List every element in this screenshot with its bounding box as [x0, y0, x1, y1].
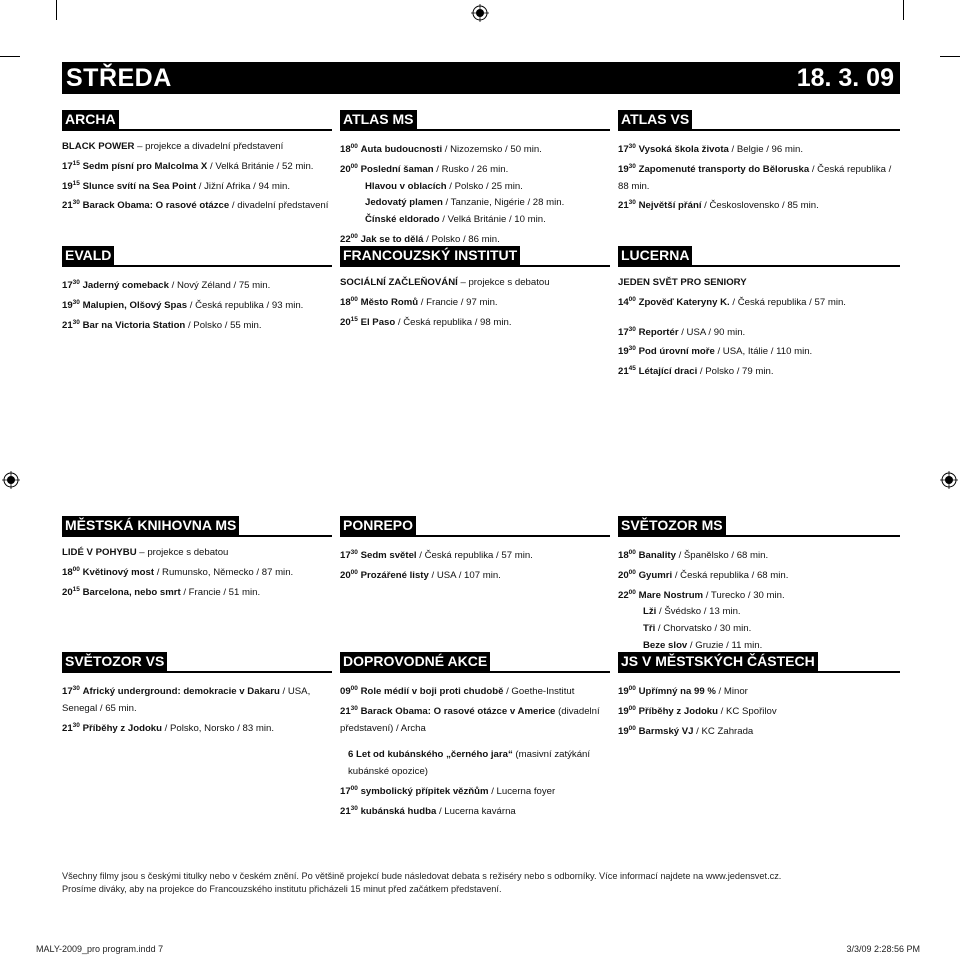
time-minute: 00 — [350, 295, 358, 303]
venue-heading — [340, 110, 610, 131]
venue-title: ATLAS MS — [340, 110, 417, 129]
film-title: Vysoká škola života — [638, 144, 729, 155]
time-minute: 30 — [72, 279, 80, 286]
screening-time — [618, 550, 636, 561]
film-title: Lži — [643, 606, 657, 618]
time-minute: 15 — [72, 585, 80, 593]
screening-time — [618, 570, 636, 581]
screening-time — [618, 346, 636, 357]
film-details: / divadelní představení — [229, 200, 329, 212]
film-details: / Gruzie / 11 min. — [687, 639, 763, 651]
film-details: / Francie / 51 min. — [180, 586, 261, 598]
film-title: LIDÉ V POHYBU — [62, 547, 137, 558]
screening-time — [340, 144, 358, 155]
screening-time — [340, 570, 358, 581]
screening-time — [618, 327, 636, 338]
program-item — [340, 747, 610, 781]
film-title: Bar na Victoria Station — [82, 319, 186, 331]
film-details: / Polsko / 79 min. — [697, 366, 774, 378]
time-hour: 14 — [618, 296, 629, 308]
time-minute: 45 — [628, 365, 636, 373]
screening-time — [340, 786, 358, 797]
time-minute: 30 — [72, 199, 80, 207]
film-title: Sedm písní pro Malcolma X — [82, 160, 208, 172]
time-minute: 30 — [72, 721, 80, 729]
screening-time — [62, 686, 80, 697]
venue-heading — [62, 246, 332, 267]
film-title: Květinový most — [82, 566, 155, 578]
registration-mark-left — [2, 471, 20, 489]
program-item — [618, 275, 900, 292]
program-item — [62, 156, 332, 176]
venue-title: EVALD — [62, 246, 114, 265]
time-minute: 30 — [628, 199, 636, 207]
film-details: / Rumunsko, Německo / 87 min. — [154, 566, 294, 578]
time-hour: 19 — [62, 180, 73, 192]
film-details: (masivní zatýkání kubánské opozice) — [348, 749, 591, 778]
film-title: Největší přání — [638, 200, 702, 212]
print-slug-timestamp: 3/3/09 2:28:56 PM — [846, 944, 920, 954]
film-title: Prozářené listy — [360, 569, 429, 581]
venue-block-ponrepo — [340, 516, 610, 585]
time-minute: 15 — [350, 315, 358, 323]
time-minute: 30 — [72, 318, 80, 326]
screening-time — [62, 587, 80, 598]
film-details: / Česká republika / 93 min. — [187, 299, 304, 311]
film-details: / Goethe-Institut — [503, 686, 575, 697]
time-hour: 17 — [340, 785, 351, 797]
time-minute: 30 — [72, 298, 80, 306]
venue-block-svetozor-ms — [618, 516, 900, 655]
program-item — [340, 212, 610, 229]
film-title: BLACK POWER — [62, 141, 135, 152]
program-item — [340, 801, 610, 821]
screening-time — [618, 200, 636, 211]
film-title: Čínské eldorado — [365, 214, 440, 226]
time-hour: 17 — [62, 280, 73, 291]
film-title: Role médií v boji proti chudobě — [360, 686, 504, 697]
film-title: Malupien, Olšový Spas — [82, 299, 188, 311]
film-title: Beze slov — [643, 639, 688, 651]
film-details: / Tanzanie, Nigérie / 28 min. — [442, 197, 565, 209]
footnote — [62, 870, 781, 895]
time-hour: 20 — [340, 569, 351, 581]
film-title: Barack Obama: O rasové otázce v Americe — [360, 705, 556, 717]
venue-title: LUCERNA — [618, 246, 692, 265]
print-slug-file: MALY-2009_pro program.indd 7 — [36, 944, 164, 954]
venue-title: ATLAS VS — [618, 110, 692, 129]
film-details: / Česká republika / 88 min. — [618, 163, 892, 192]
program-item — [62, 176, 332, 196]
program-item — [618, 681, 900, 701]
footnote-line-1: Všechny filmy jsou s českými titulky nebo v českém znění. Po většině projekcí bude následovat debata s režiséry nebo s odborníky. Více informací najdete na www.jedensvet.cz. — [62, 871, 782, 881]
time-minute: 00 — [628, 295, 636, 303]
venue-title: FRANCOUZSKÝ INSTITUT — [340, 246, 520, 265]
film-details: / Turecko / 30 min. — [703, 589, 785, 601]
program-item — [618, 361, 900, 381]
film-title: Banality — [638, 550, 676, 561]
time-hour: 21 — [618, 366, 629, 378]
screening-time — [340, 686, 358, 697]
film-title: Příběhy z Jodoku — [638, 705, 719, 717]
program-item — [62, 315, 332, 335]
time-hour: 18 — [340, 296, 351, 308]
film-details: / Česká republika / 68 min. — [672, 569, 789, 581]
program-item — [62, 562, 332, 582]
venue-heading — [340, 246, 610, 267]
film-details: projekce s debatou — [147, 547, 229, 558]
film-details: / Polsko / 55 min. — [185, 319, 262, 331]
film-title: Auta budoucnosti — [360, 144, 443, 155]
time-hour: 21 — [62, 722, 73, 734]
time-hour: 18 — [62, 566, 73, 578]
program-item — [62, 275, 332, 295]
program-item — [62, 195, 332, 215]
time-hour: 20 — [62, 586, 73, 598]
screening-time — [62, 320, 80, 331]
screening-time — [62, 567, 80, 578]
film-details: / Velká Británie / 10 min. — [439, 214, 546, 226]
time-minute: 00 — [350, 232, 358, 240]
venue-block-archa — [62, 110, 332, 215]
screening-time — [340, 234, 358, 245]
venue-heading — [618, 652, 900, 673]
film-title: Létající draci — [638, 366, 698, 378]
film-title: Tři — [643, 623, 656, 635]
time-hour: 17 — [62, 160, 73, 172]
time-hour: 19 — [618, 705, 629, 717]
screening-time — [340, 706, 358, 717]
film-title: Jedovatý plamen — [365, 197, 443, 209]
venue-block-atlas-ms — [340, 110, 610, 249]
time-minute: 00 — [628, 568, 636, 576]
film-details: / Česká republika / 98 min. — [395, 316, 512, 328]
venue-block-js-v-mestskych-castech — [618, 652, 900, 740]
film-title: Barcelona, nebo smrt — [82, 586, 181, 598]
film-details: / USA, Itálie / 110 min. — [714, 346, 813, 358]
time-minute: 30 — [72, 685, 80, 692]
time-hour: 17 — [340, 550, 351, 561]
program-item — [618, 159, 900, 196]
program-item — [618, 701, 900, 721]
film-details: (divadelní představení) / Archa — [340, 705, 600, 734]
time-minute: 30 — [628, 143, 636, 150]
venue-heading — [62, 652, 332, 673]
program-item — [618, 565, 900, 585]
venue-block-svetozor-vs — [62, 652, 332, 737]
program-item — [340, 545, 610, 565]
program-item — [618, 195, 900, 215]
separator: – — [134, 141, 146, 152]
day-header — [62, 62, 900, 94]
film-details: / Francie / 97 min. — [418, 296, 498, 308]
program-item — [340, 179, 610, 196]
film-details: / Lucerna kavárna — [436, 805, 516, 817]
time-hour: 20 — [340, 316, 351, 328]
venue-block-doprovodne-akce — [340, 652, 610, 821]
crop-mark — [56, 0, 57, 20]
time-minute: 00 — [350, 685, 358, 692]
program-item — [340, 159, 610, 179]
venue-block-lucerna — [618, 246, 900, 381]
time-hour: 21 — [618, 200, 629, 212]
film-title: Jaderný comeback — [82, 280, 169, 291]
screening-time — [340, 164, 358, 175]
crop-mark — [903, 0, 904, 20]
venue-heading — [340, 652, 610, 673]
time-hour: 21 — [340, 705, 351, 717]
time-hour: 09 — [340, 686, 351, 697]
program-item — [62, 295, 332, 315]
time-minute: 00 — [72, 565, 80, 573]
film-title: Africký underground: demokracie v Dakaru — [82, 686, 280, 697]
screening-time — [62, 723, 80, 734]
time-minute: 30 — [350, 804, 358, 812]
program-item — [618, 721, 900, 741]
program-item — [340, 565, 610, 585]
venue-title: MĚSTSKÁ KNIHOVNA MS — [62, 516, 239, 535]
program-item — [340, 139, 610, 159]
registration-mark-top — [471, 4, 489, 22]
film-title: Reportér — [638, 326, 679, 338]
film-details: / Jižní Afrika / 94 min. — [196, 180, 290, 192]
screening-time — [340, 297, 358, 308]
film-details: / Česká republika / 57 min. — [416, 550, 533, 561]
screening-time — [62, 280, 80, 291]
time-hour: 17 — [618, 326, 629, 338]
time-minute: 00 — [628, 588, 636, 596]
time-minute: 00 — [350, 568, 358, 576]
time-hour: 19 — [618, 346, 629, 358]
time-minute: 30 — [628, 325, 636, 333]
venue-heading — [618, 516, 900, 537]
program-item — [340, 292, 610, 312]
film-details: / Chorvatsko / 30 min. — [655, 623, 752, 635]
film-title: Jak se to dělá — [360, 233, 424, 245]
crop-mark — [940, 56, 960, 57]
film-title: Zpověď Kateryny K. — [638, 296, 730, 308]
film-details: / Švédsko / 13 min. — [656, 606, 741, 618]
venue-heading — [62, 110, 332, 131]
film-title: SOCIÁLNÍ ZAČLEŇOVÁNÍ — [340, 277, 458, 288]
film-details: projekce a divadelní představení — [145, 141, 284, 152]
time-minute: 00 — [350, 162, 358, 170]
time-hour: 21 — [340, 805, 351, 817]
screening-time — [62, 181, 80, 192]
film-details: / Lucerna foyer — [488, 785, 556, 797]
spacer — [618, 312, 900, 322]
film-title: 6 Let od kubánského „černého jara“ — [348, 749, 513, 761]
time-minute: 00 — [628, 685, 636, 692]
time-hour: 19 — [62, 299, 73, 311]
film-title: Hlavou v oblacích — [365, 180, 447, 192]
program-item — [340, 312, 610, 332]
day-title: STŘEDA — [66, 64, 172, 92]
program-item — [618, 341, 900, 361]
venue-block-francouzsky-institut — [340, 246, 610, 331]
time-minute: 00 — [628, 549, 636, 556]
film-details: / USA / 107 min. — [428, 569, 501, 581]
time-hour: 19 — [618, 725, 629, 737]
screening-time — [340, 550, 358, 561]
venue-title: JS V MĚSTSKÝCH ČÁSTECH — [618, 652, 818, 671]
spacer — [340, 737, 610, 747]
time-minute: 30 — [350, 704, 358, 712]
film-details: / Nový Zéland / 75 min. — [168, 280, 271, 291]
screening-time — [62, 200, 80, 211]
venue-heading — [618, 110, 900, 131]
separator: – — [136, 547, 148, 558]
film-title: symbolický přípitek vězňům — [360, 785, 489, 797]
time-hour: 21 — [62, 200, 73, 212]
program-item — [618, 292, 900, 312]
film-title: Poslední šaman — [360, 163, 434, 175]
film-details: / Minor — [715, 686, 748, 697]
screening-time — [618, 706, 636, 717]
screening-time — [618, 686, 636, 697]
time-minute: 30 — [628, 345, 636, 353]
time-hour: 22 — [340, 233, 351, 245]
program-item — [618, 322, 900, 342]
film-details: / Československo / 85 min. — [701, 200, 819, 212]
screening-time — [618, 164, 636, 175]
film-details: / Velká Británie / 52 min. — [207, 160, 314, 172]
crop-mark — [0, 56, 20, 57]
time-hour: 22 — [618, 589, 629, 601]
screening-time — [340, 806, 358, 817]
venue-title: SVĚTOZOR VS — [62, 652, 167, 671]
screening-time — [340, 317, 358, 328]
time-hour: 18 — [618, 550, 629, 561]
film-title: Upřímný na 99 % — [638, 686, 716, 697]
venue-heading — [62, 516, 332, 537]
venue-block-atlas-vs — [618, 110, 900, 215]
program-item — [618, 621, 900, 638]
film-title: Gyumri — [638, 569, 673, 581]
venue-title: ARCHA — [62, 110, 119, 129]
time-hour: 17 — [62, 686, 73, 697]
film-title: Příběhy z Jodoku — [82, 722, 163, 734]
film-title: Slunce svítí na Sea Point — [82, 180, 197, 192]
time-hour: 18 — [340, 144, 351, 155]
program-item — [618, 139, 900, 159]
film-title: Sedm světel — [360, 550, 417, 561]
date-title: 18. 3. 09 — [796, 64, 894, 92]
time-minute: 15 — [72, 179, 80, 187]
time-hour: 19 — [618, 163, 629, 175]
film-title: Barmský VJ — [638, 725, 694, 737]
time-minute: 00 — [628, 724, 636, 732]
program-item — [62, 139, 332, 156]
film-details: / Španělsko / 68 min. — [675, 550, 769, 561]
time-minute: 30 — [350, 549, 358, 556]
film-title: kubánská hudba — [360, 805, 437, 817]
program-item — [340, 701, 610, 738]
registration-mark-right — [940, 471, 958, 489]
film-details: / Belgie / 96 min. — [728, 144, 804, 155]
program-item — [62, 582, 332, 602]
film-details: / KC Zahrada — [693, 725, 754, 737]
film-details: / Česká republika / 57 min. — [729, 296, 846, 308]
screening-time — [618, 726, 636, 737]
film-title: Pod úrovní moře — [638, 346, 715, 358]
program-item — [618, 585, 900, 605]
program-item — [62, 681, 332, 718]
film-details: / Polsko, Norsko / 83 min. — [162, 722, 274, 734]
screening-time — [62, 300, 80, 311]
program-item — [618, 545, 900, 565]
program-item — [340, 681, 610, 701]
time-minute: 15 — [72, 159, 80, 167]
screening-time — [618, 590, 636, 601]
venue-title: DOPROVODNÉ AKCE — [340, 652, 490, 671]
screening-time — [62, 161, 80, 172]
program-item — [340, 275, 610, 292]
venue-heading — [340, 516, 610, 537]
program-item — [62, 545, 332, 562]
program-item — [340, 195, 610, 212]
venue-block-mestska-knihovna — [62, 516, 332, 601]
program-item — [340, 781, 610, 801]
separator: – — [457, 277, 469, 288]
time-minute: 00 — [350, 143, 358, 150]
venue-block-evald — [62, 246, 332, 334]
film-title: JEDEN SVĚT PRO SENIORY — [618, 277, 747, 288]
venue-title: PONREPO — [340, 516, 416, 535]
screening-time — [618, 366, 636, 377]
time-hour: 20 — [618, 569, 629, 581]
film-details: / Nizozemsko / 50 min. — [442, 144, 542, 155]
time-hour: 21 — [62, 319, 73, 331]
film-title: El Paso — [360, 316, 396, 328]
time-hour: 19 — [618, 686, 629, 697]
time-minute: 30 — [628, 162, 636, 170]
footnote-line-2: Prosíme diváky, aby na projekce do Francouzského institutu přicházeli 15 minut před začátkem představení. — [62, 883, 502, 894]
venue-heading — [618, 246, 900, 267]
film-title: Město Romů — [360, 296, 419, 308]
program-item — [618, 604, 900, 621]
film-title: Barack Obama: O rasové otázce — [82, 200, 230, 212]
film-details: / Polsko / 86 min. — [423, 233, 500, 245]
screening-time — [618, 144, 636, 155]
venue-title: SVĚTOZOR MS — [618, 516, 726, 535]
film-details: / KC Spořilov — [718, 705, 777, 717]
time-minute: 00 — [628, 704, 636, 712]
film-details: / Polsko / 25 min. — [446, 180, 523, 192]
film-details: / USA, Senegal / 65 min. — [62, 686, 311, 714]
film-title: Zapomenuté transporty do Běloruska — [638, 163, 810, 175]
program-item — [62, 718, 332, 738]
film-title: Mare Nostrum — [638, 589, 704, 601]
time-hour: 20 — [340, 163, 351, 175]
time-hour: 17 — [618, 144, 629, 155]
film-details: projekce s debatou — [468, 277, 550, 288]
time-minute: 00 — [350, 784, 358, 792]
screening-time — [618, 297, 636, 308]
film-details: / Rusko / 26 min. — [433, 163, 509, 175]
film-details: / USA / 90 min. — [678, 326, 746, 338]
